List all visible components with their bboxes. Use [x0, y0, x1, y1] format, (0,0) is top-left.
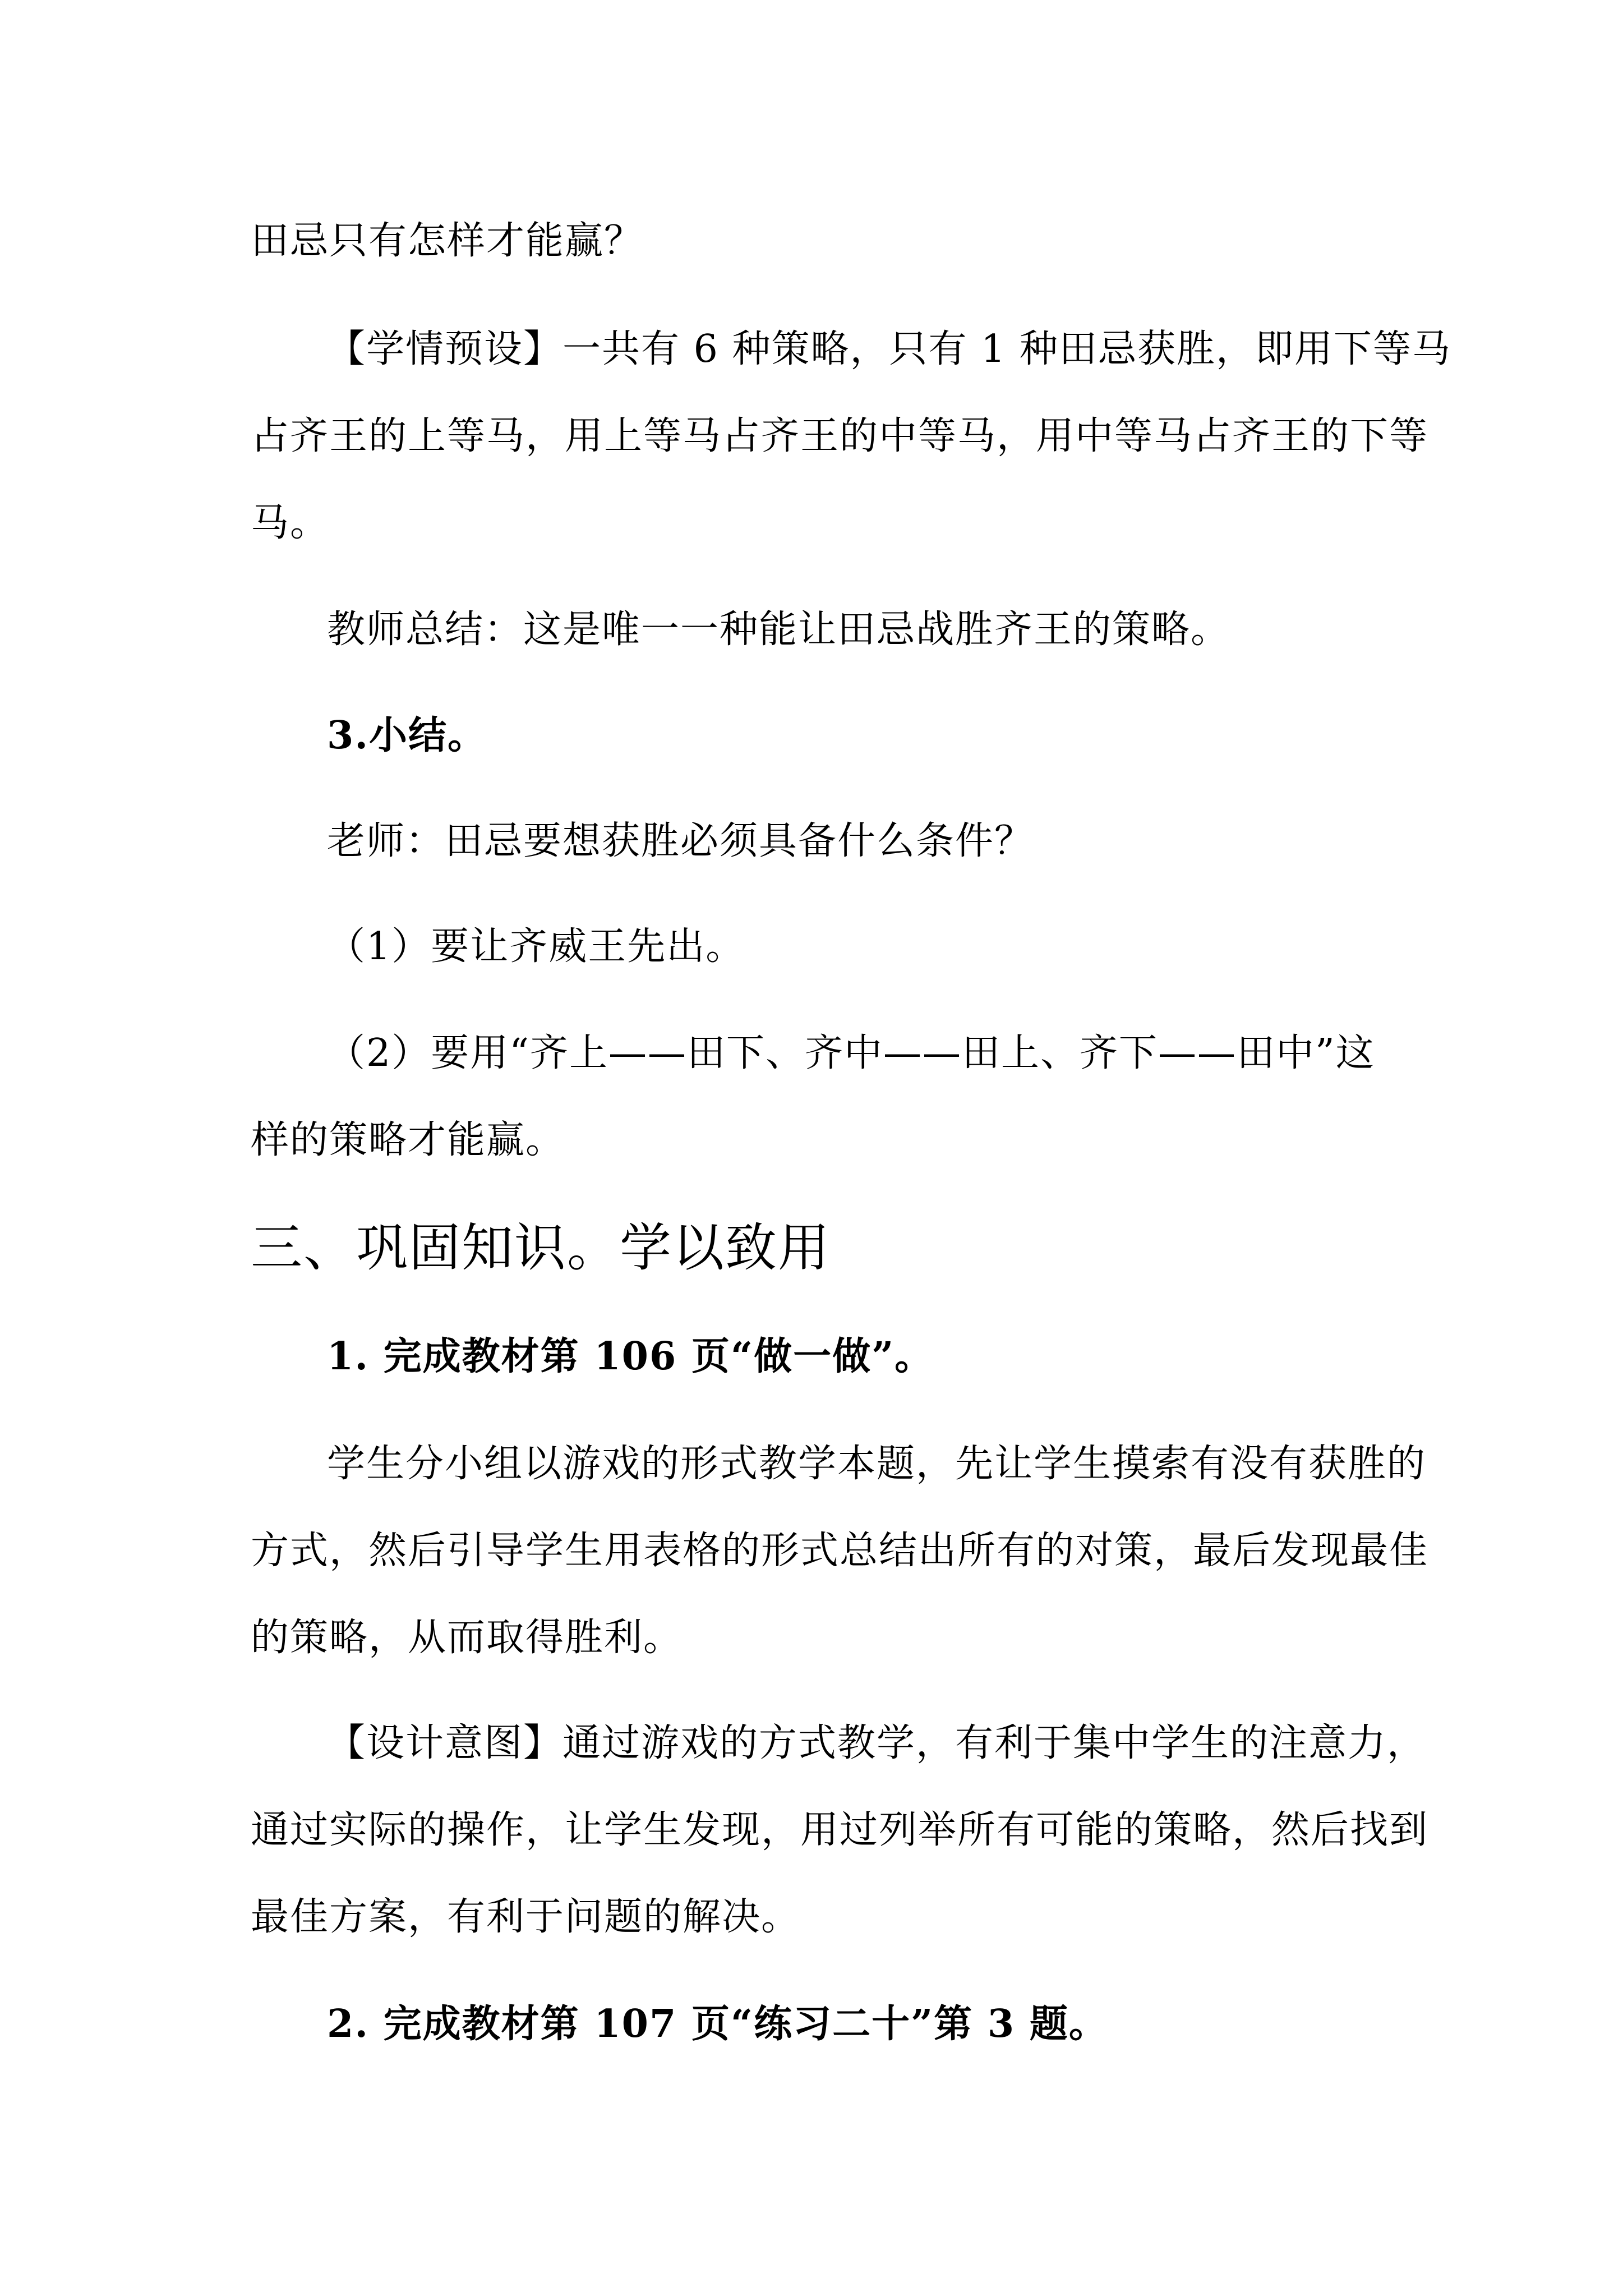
paragraph-line: 教师总结：这是唯一一种能让田忌战胜齐王的策略。 — [327, 608, 1230, 652]
section-heading: 三、巩固知识。学以致用 — [251, 1218, 831, 1278]
paragraph-line: 【设计意图】通过游戏的方式教学，有利于集中学生的注意力， — [327, 1721, 1427, 1765]
paragraph-line: 方式，然后引导学生用表格的形式总结出所有的对策，最后发现最佳 — [251, 1529, 1429, 1573]
exercise-heading: 1. 完成教材第 106 页“做一做”。 — [327, 1334, 934, 1379]
paragraph-line: 老师：田忌要想获胜必须具备什么条件？ — [327, 819, 1034, 863]
paragraph-line: 马。 — [251, 501, 330, 545]
paragraph-line: 田忌只有怎样才能赢？ — [251, 219, 644, 263]
section-subheading: 3.小结。 — [327, 713, 487, 758]
paragraph-line: 占齐王的上等马，用上等马占齐王的中等马，用中等马占齐王的下等 — [251, 414, 1429, 458]
exercise-heading: 2. 完成教材第 107 页“练习二十”第 3 题。 — [327, 2001, 1108, 2046]
list-item: （2）要用“齐上——田下、齐中——田上、齐下——田中”这 — [327, 1031, 1375, 1075]
paragraph-line: 的策略，从而取得胜利。 — [251, 1616, 683, 1660]
paragraph-line: 【学情预设】一共有 6 种策略，只有 1 种田忌获胜，即用下等马 — [327, 327, 1451, 371]
paragraph-line: 最佳方案，有利于问题的解决。 — [251, 1895, 801, 1939]
paragraph-line: 通过实际的操作，让学生发现，用过列举所有可能的策略，然后找到 — [251, 1808, 1429, 1852]
list-item: （1）要让齐威王先出。 — [327, 924, 745, 969]
paragraph-line: 学生分小组以游戏的形式教学本题，先让学生摸索有没有获胜的 — [327, 1442, 1427, 1486]
paragraph-line: 样的策略才能赢。 — [251, 1118, 565, 1162]
